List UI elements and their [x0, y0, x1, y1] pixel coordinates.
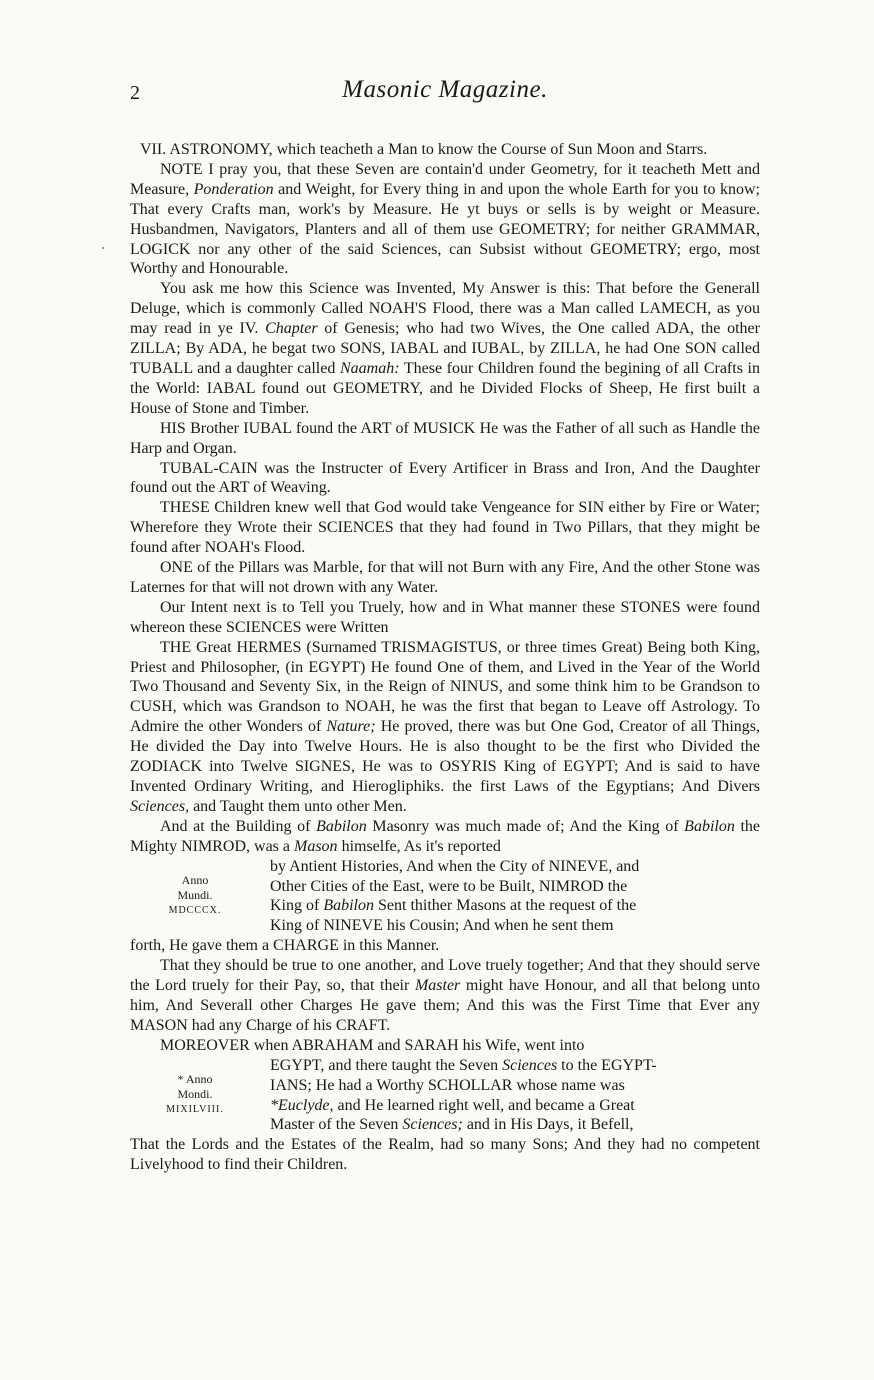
running-title: Masonic Magazine. [342, 76, 548, 103]
paragraph-lords-estates: That the Lords and the Estates of the Realm, had so many Sons; And they had no competent Livelyhood to find their Children. [130, 1136, 760, 1174]
paragraph-abraham: MOREOVER when ABRAHAM and SARAH his Wife, went into [160, 1036, 585, 1054]
side-block-egypt [130, 1056, 760, 1136]
paragraph-babilon: And at the Building of Babilon Masonry was much made of; And the King of Babilon the Mighty NIMROD, was a Mason himselfe, As it's reported [130, 817, 761, 855]
side-note-anno-mondi: * Anno Mondi. MIXILVIII. [166, 1071, 224, 1115]
paragraph-astronomy: VII. ASTRONOMY, which teacheth a Man to know the Course of Sun Moon and Starrs. [140, 141, 708, 158]
body-text [130, 140, 760, 1175]
paragraph-tubal-cain: TUBAL-CAIN was the Instructer of Every Artificer in Brass and Iron, And the Daughter found out the ART of Weaving. [130, 459, 760, 497]
paragraph-hermes: THE Great HERMES (Surnamed TRISMAGISTUS, or three times Great) Being both King, Priest and Philosopher, (in EGYPT) He found One of them, and Lived in the Year of the World Two Thousand and Seventy Six, in the Reign of NINUS, and some think him to be Grandson to CUSH, which was Grandson to NOAH, he was the first that began to Leave off Astrology. To Admire the other Wonders of Nature; He proved, there was but One God, Creator of all Things, He divided the Day into Twelve Hours. He is also thought to be the first who Divided the ZODIACK into Twelve SIGNES, He was to OSYRIS King of EGYPT; And is said to have Invented Ordinary Writing, and Hierogliphiks. the first Laws of the Egyptians; And Divers Sciences, and Taught them unto other Men. [130, 638, 760, 815]
paragraph-pillars: THESE Children knew well that God would take Vengeance for SIN either by Fire or Water; Wherefore they Wrote their SCIENCES that they had found in Two Pillars, that they might be found after NOAH's Flood. [130, 499, 760, 557]
indented-lines-nineve: by Antient Histories, And when the City of NINEVE, and Other Cities of the East, were to be Built, NIMROD the King of Babilon Sent thither Masons at the request of the King of NINEVE his Cousin; And when he sent them [270, 857, 640, 935]
paragraph-true-to-one-another: That they should be true to one another, and Love truely together; And that they should serve the Lord truely for their Pay, so, that their Master might have Honour, and all that belong unto him, And Severall other Charges He gave them; And this was the First Time that Ever any MASON had any Charge of his CRAFT. [130, 957, 760, 1034]
side-note-anno-mundi: Anno Mundi. MDCCCX. [168, 872, 222, 916]
paragraph-lamech: You ask me how this Science was Invented, My Answer is this: That before the Generall Deluge, which is commonly Called NOAH'S Flood, there was a Man called LAMECH, as you may read in ye IV. Chapter of Genesis; who had two Wives, the One called ADA, the other ZILLA; By ADA, he begat two SONS, IABAL and IUBAL, by ZILLA, he had One SON called TUBALL and a daughter called Naamah: These four Children found the begining of all Crafts in the World: IABAL found out GEOMETRY, and he Divided Flocks of Sheep, He first built a House of Stone and Timber. [130, 280, 760, 417]
margin-mark [102, 247, 104, 249]
paragraph-marble: ONE of the Pillars was Marble, for that will not Burn with any Fire, And the other Stone was Laternes for that will not drown with any Water. [130, 559, 760, 596]
indented-lines-egypt: EGYPT, and there taught the Seven Sciences to the EGYPT- IANS; He had a Worthy SCHOLLAR whose name was *Euclyde, and He learned right well, and became a Great Master of the Seven Sciences; and in His Days, it Befell, [270, 1056, 657, 1134]
paragraph-geometry-note: NOTE I pray you, that these Seven are contain'd under Geometry, for it teacheth Mett and Measure, Ponderation and Weight, for Every thing in and upon the whole Earth for you to know; That every Crafts man, work's by Measure. He yt buys or sells is by weight or Measure. Husbandmen, Navigators, Planters and all of them use GEOMETRY; for neither GRAMMAR, LOGICK nor any other of the said Sciences, can Subsist without GEOMETRY; ergo, most Worthy and Honourable. [130, 160, 760, 278]
page-header [130, 76, 760, 116]
paragraph-charge-line: forth, He gave them a CHARGE in this Manner. [130, 937, 440, 955]
side-block-nineve [130, 857, 760, 937]
paragraph-iubal: HIS Brother IUBAL found the ART of MUSICK He was the Father of all such as Handle the Harp and Organ. [130, 419, 760, 457]
page-number: 2 [130, 82, 140, 104]
paragraph-intent: Our Intent next is to Tell you Truely, how and in What manner these STONES were found whereon these SCIENCES were Written [130, 598, 760, 636]
